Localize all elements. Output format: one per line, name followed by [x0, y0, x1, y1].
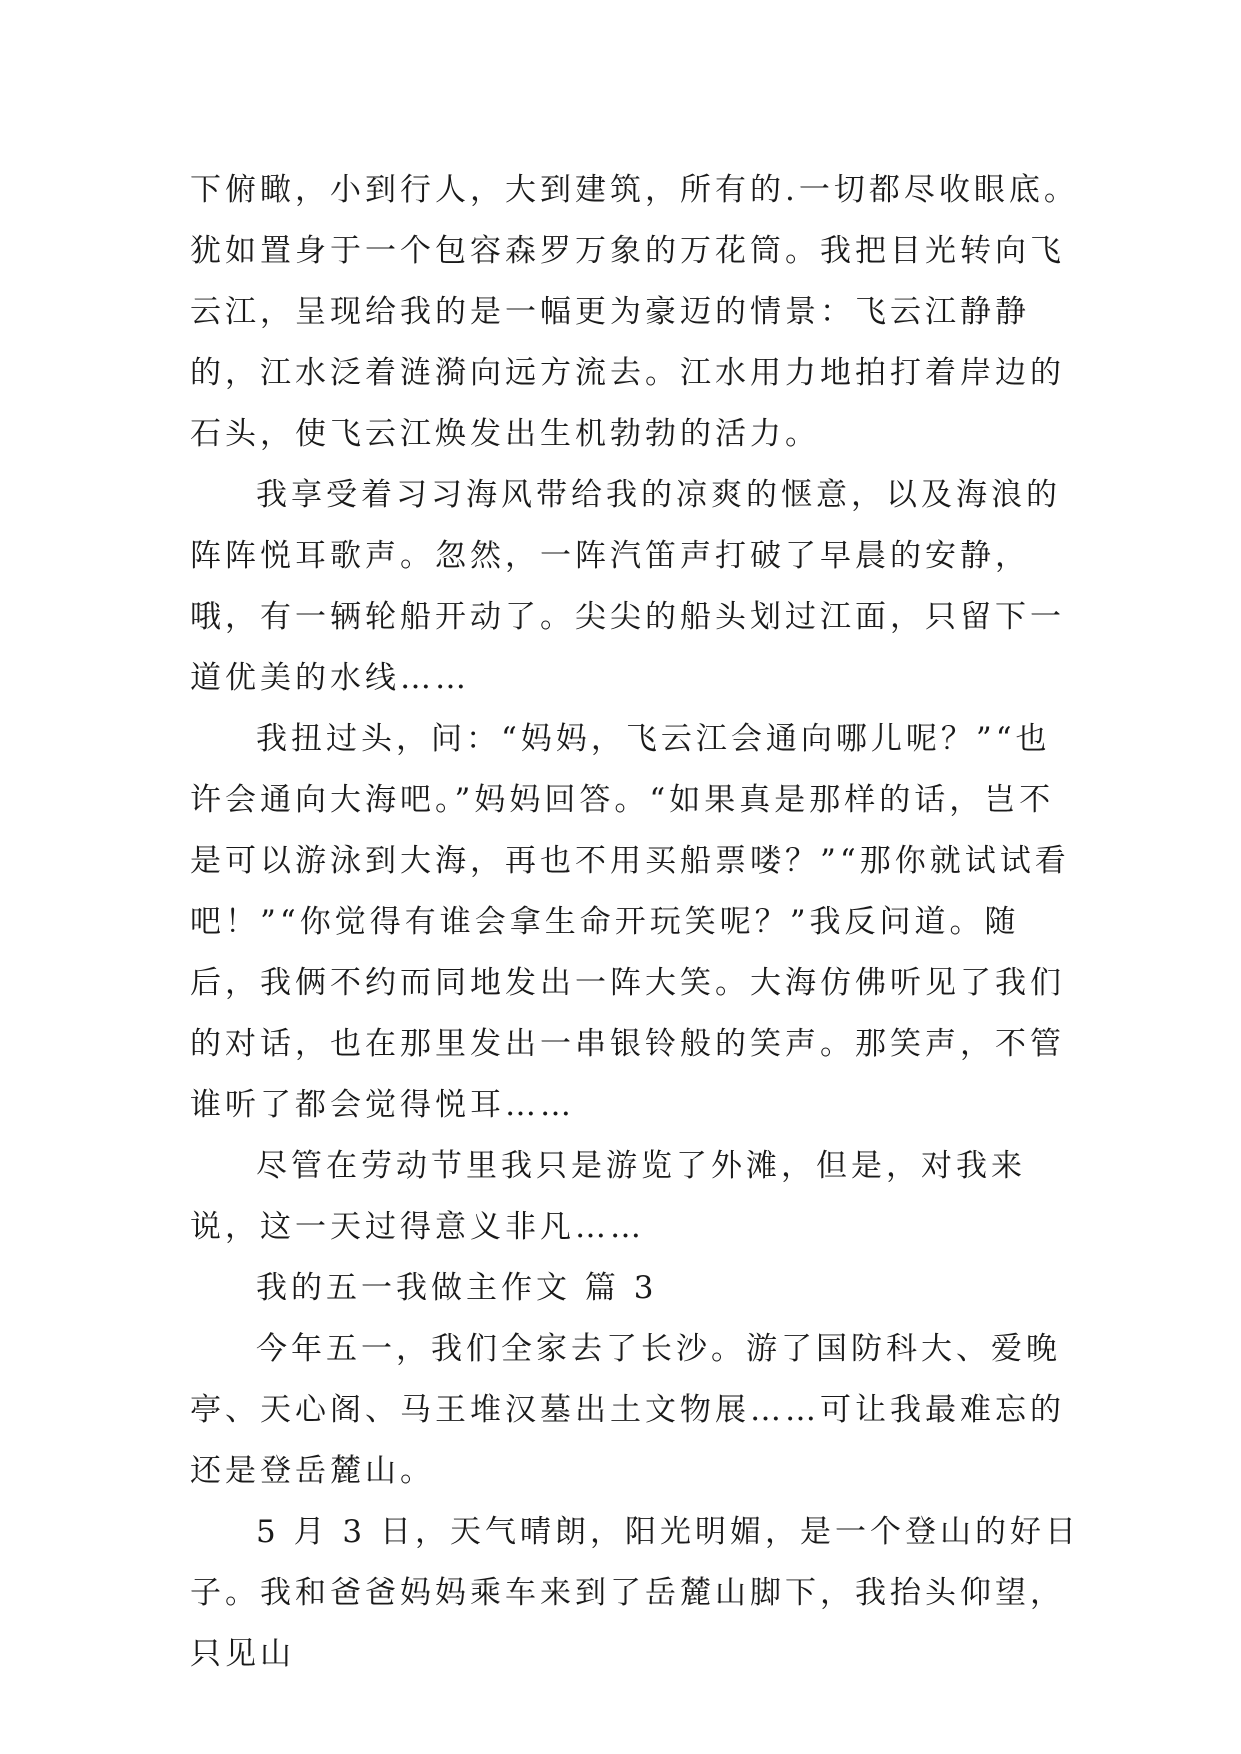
paragraph-may-third: 5 月 3 日，天气晴朗，阳光明媚，是一个登山的好日子。我和爸爸妈妈乘车来到了岳麓山脚下，我抬头仰望，只见山 [190, 1514, 1081, 1672]
paragraph-conclusion: 尽管在劳动节里我只是游览了外滩，但是，对我来说，这一天过得意义非凡…… [190, 1148, 1026, 1245]
paragraph-sea-breeze: 我享受着习习海风带给我的凉爽的惬意，以及海浪的阵阵悦耳歌声。忽然，一阵汽笛声打破了早晨的安静，哦，有一辆轮船开动了。尖尖的船头划过江面，只留下一道优美的水线…… [190, 477, 1065, 696]
section-heading: 我的五一我做主作文 篇 3 [256, 1270, 658, 1306]
paragraph-continuation: 下俯瞰，小到行人，大到建筑，所有的.一切都尽收眼底。犹如置身于一个包容森罗万象的万花筒。我把目光转向飞云江，呈现给我的是一幅更为豪迈的情景：飞云江静静的，江水泛着涟漪向远方流去。江水用力地拍打着岸边的石头，使飞云江焕发出生机勃勃的活力。 [190, 172, 1079, 452]
paragraph-changsha: 今年五一，我们全家去了长沙。游了国防科大、爱晚亭、天心阁、马王堆汉墓出土文物展……可让我最难忘的还是登岳麓山。 [190, 1331, 1065, 1489]
document-body [190, 160, 1080, 1685]
paragraph-dialogue: 我扭过头，问：“妈妈，飞云江会通向哪儿呢？”“也许会通向大海吧。”妈妈回答。“如果真是那样的话，岂不是可以游泳到大海，再也不用买船票喽？”“那你就试试看吧！”“你觉得有谁会拿生命开玩笑呢？”我反问道。随后，我俩不约而同地发出一阵大笑。大海仿佛听见了我们的对话，也在那里发出一串银铃般的笑声。那笑声，不管谁听了都会觉得悦耳…… [190, 721, 1070, 1123]
